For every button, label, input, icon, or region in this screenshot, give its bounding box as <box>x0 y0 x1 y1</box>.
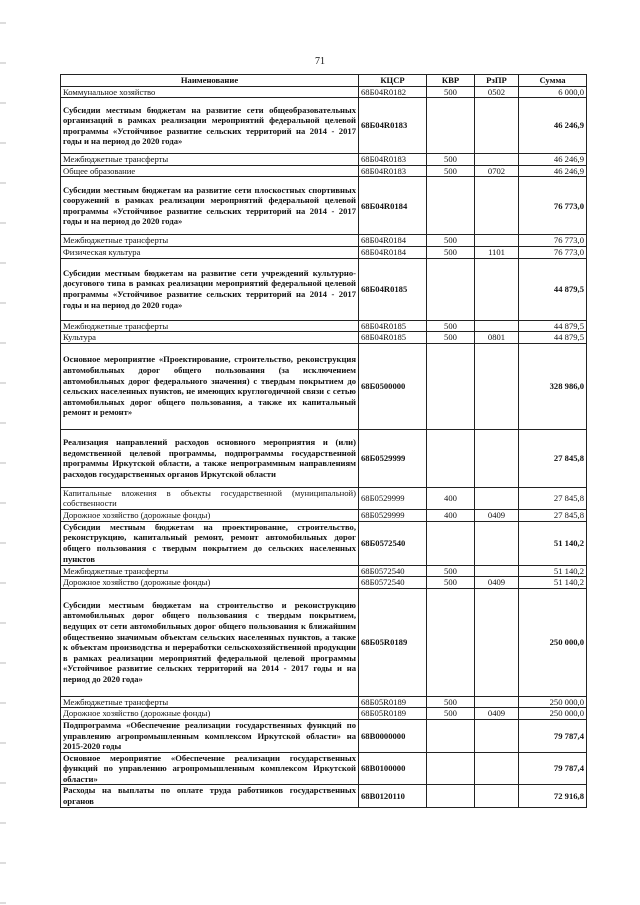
row-kvr-cell: 500 <box>427 86 475 98</box>
row-rzpr-cell <box>475 429 519 487</box>
row-rzpr-cell: 0801 <box>475 332 519 344</box>
row-sum-cell: 250 000,0 <box>519 696 587 708</box>
row-rzpr-cell <box>475 752 519 785</box>
table-header-row <box>61 75 587 87</box>
row-kvr-cell: 500 <box>427 320 475 332</box>
table-row <box>61 785 587 807</box>
row-name-cell: Межбюджетные трансферты <box>61 235 359 247</box>
row-rzpr-cell: 0502 <box>475 86 519 98</box>
row-name-cell: Расходы на выплаты по оплате труда работников государственных органов <box>61 785 359 807</box>
header-kcsr: КЦСР <box>359 75 427 87</box>
row-name-cell: Субсидии местным бюджетам на развитие сети плоскостных спортивных сооружений в рамках реализации мероприятий федеральной целевой программы «Устойчивое развитие сельских территорий на 2014 - 2017 годы и на период до 2020 года» <box>61 177 359 235</box>
row-kvr-cell: 500 <box>427 154 475 166</box>
row-sum-cell: 51 140,2 <box>519 521 587 565</box>
row-kvr-cell <box>427 429 475 487</box>
header-kvr: КВР <box>427 75 475 87</box>
row-kvr-cell <box>427 521 475 565</box>
row-rzpr-cell: 0409 <box>475 708 519 720</box>
table-row <box>61 258 587 320</box>
table-row <box>61 429 587 487</box>
row-sum-cell: 76 773,0 <box>519 246 587 258</box>
budget-table <box>60 74 587 808</box>
header-rzpr: РзПР <box>475 75 519 87</box>
row-kvr-cell: 500 <box>427 235 475 247</box>
table-body <box>61 86 587 807</box>
scan-edge-marks <box>0 0 6 905</box>
table-row <box>61 165 587 177</box>
row-kcsr-cell: 68Б05R0189 <box>359 696 427 708</box>
row-name-cell: Основное мероприятие «Проектирование, строительство, реконструкция автомобильных дорог общего пользования (за исключением автомобильных дорог федерального значения) с твердым покрытием до сельских населенных пунктов, не имеющих круглогодичной связи с сетью автомобильных дорог общего пользования, а также их капитальный ремонт и ремонт» <box>61 343 359 429</box>
row-kcsr-cell: 68Б0572540 <box>359 577 427 589</box>
row-kvr-cell: 500 <box>427 696 475 708</box>
row-kcsr-cell: 68Б04R0183 <box>359 98 427 154</box>
table-row <box>61 86 587 98</box>
table-row <box>61 177 587 235</box>
row-rzpr-cell: 0702 <box>475 165 519 177</box>
table-row <box>61 708 587 720</box>
table-row <box>61 332 587 344</box>
row-kcsr-cell: 68В0120110 <box>359 785 427 807</box>
row-kcsr-cell: 68В0100000 <box>359 752 427 785</box>
row-kcsr-cell: 68Б04R0184 <box>359 177 427 235</box>
row-name-cell: Межбюджетные трансферты <box>61 565 359 577</box>
row-rzpr-cell <box>475 487 519 509</box>
row-name-cell: Капитальные вложения в объекты государственной (муниципальной) собственности <box>61 487 359 509</box>
row-rzpr-cell <box>475 98 519 154</box>
row-kvr-cell: 500 <box>427 565 475 577</box>
row-kcsr-cell: 68Б04R0184 <box>359 246 427 258</box>
row-name-cell: Дорожное хозяйство (дорожные фонды) <box>61 708 359 720</box>
row-sum-cell: 46 246,9 <box>519 98 587 154</box>
row-sum-cell: 27 845,8 <box>519 429 587 487</box>
row-sum-cell: 44 879,5 <box>519 332 587 344</box>
row-kvr-cell: 500 <box>427 332 475 344</box>
table-row <box>61 320 587 332</box>
row-sum-cell: 51 140,2 <box>519 565 587 577</box>
row-rzpr-cell <box>475 785 519 807</box>
row-sum-cell: 44 879,5 <box>519 320 587 332</box>
row-rzpr-cell <box>475 521 519 565</box>
row-sum-cell: 44 879,5 <box>519 258 587 320</box>
table-row <box>61 752 587 785</box>
row-name-cell: Основное мероприятие «Обеспечение реализации государственных функций по управлению агропромышленным комплексом Иркутской области» <box>61 752 359 785</box>
row-sum-cell: 250 000,0 <box>519 588 587 696</box>
row-name-cell: Дорожное хозяйство (дорожные фонды) <box>61 577 359 589</box>
row-name-cell: Общее образование <box>61 165 359 177</box>
row-kcsr-cell: 68Б04R0184 <box>359 235 427 247</box>
row-rzpr-cell <box>475 177 519 235</box>
header-sum: Сумма <box>519 75 587 87</box>
row-rzpr-cell <box>475 258 519 320</box>
table-row <box>61 235 587 247</box>
row-kcsr-cell: 68Б04R0183 <box>359 154 427 166</box>
row-kcsr-cell: 68Б0529999 <box>359 509 427 521</box>
row-name-cell: Реализация направлений расходов основного мероприятия и (или) ведомственной целевой программы, подпрограммы государственной программы Иркутской области, а также непрограммным направлениям расходов государственных органов Иркутской области <box>61 429 359 487</box>
row-kvr-cell <box>427 98 475 154</box>
table-row <box>61 343 587 429</box>
row-kvr-cell: 500 <box>427 708 475 720</box>
row-kvr-cell <box>427 343 475 429</box>
row-name-cell: Дорожное хозяйство (дорожные фонды) <box>61 509 359 521</box>
page-number: 71 <box>315 56 325 67</box>
row-kvr-cell <box>427 177 475 235</box>
table-row <box>61 154 587 166</box>
row-rzpr-cell <box>475 719 519 752</box>
row-kvr-cell: 400 <box>427 509 475 521</box>
table-row <box>61 719 587 752</box>
row-sum-cell: 6 000,0 <box>519 86 587 98</box>
row-name-cell: Коммунальное хозяйство <box>61 86 359 98</box>
row-sum-cell: 27 845,8 <box>519 487 587 509</box>
row-kcsr-cell: 68Б04R0185 <box>359 332 427 344</box>
row-rzpr-cell <box>475 696 519 708</box>
table-row <box>61 509 587 521</box>
table-row <box>61 565 587 577</box>
row-kvr-cell: 500 <box>427 165 475 177</box>
row-sum-cell: 51 140,2 <box>519 577 587 589</box>
row-sum-cell: 46 246,9 <box>519 154 587 166</box>
row-sum-cell: 76 773,0 <box>519 177 587 235</box>
row-kcsr-cell: 68Б0529999 <box>359 487 427 509</box>
row-name-cell: Межбюджетные трансферты <box>61 320 359 332</box>
row-sum-cell: 79 787,4 <box>519 752 587 785</box>
table-row <box>61 521 587 565</box>
row-rzpr-cell: 0409 <box>475 577 519 589</box>
row-name-cell: Субсидии местным бюджетам на развитие сети общеобразовательных организаций в рамках реализации мероприятий федеральной целевой программы «Устойчивое развитие сельских территорий на 2014 - 2017 годы и на период до 2020 года» <box>61 98 359 154</box>
header-name: Наименование <box>61 75 359 87</box>
table-row <box>61 246 587 258</box>
row-sum-cell: 46 246,9 <box>519 165 587 177</box>
row-sum-cell: 328 986,0 <box>519 343 587 429</box>
row-kvr-cell: 500 <box>427 246 475 258</box>
row-rzpr-cell: 1101 <box>475 246 519 258</box>
table-row <box>61 577 587 589</box>
row-kcsr-cell: 68В0000000 <box>359 719 427 752</box>
row-kvr-cell <box>427 588 475 696</box>
table-row <box>61 98 587 154</box>
row-name-cell: Межбюджетные трансферты <box>61 154 359 166</box>
row-rzpr-cell <box>475 343 519 429</box>
row-rzpr-cell <box>475 588 519 696</box>
row-name-cell: Культура <box>61 332 359 344</box>
row-sum-cell: 76 773,0 <box>519 235 587 247</box>
row-kcsr-cell: 68Б04R0185 <box>359 320 427 332</box>
row-rzpr-cell <box>475 154 519 166</box>
row-kcsr-cell: 68Б04R0182 <box>359 86 427 98</box>
row-name-cell: Субсидии местным бюджетам на строительство и реконструкцию автомобильных дорог общего пользования с твердым покрытием, ведущих от сети автомобильных дорог общего пользования к ближайшим общественно значимым объектам сельских населенных пунктов, а также к объектам производства и переработки сельскохозяйственной продукции в рамках реализации мероприятий федеральной целевой программы «Устойчивое развитие сельских территорий на 2014 - 2017 годы и на период до 2020 года» <box>61 588 359 696</box>
row-rzpr-cell <box>475 320 519 332</box>
row-kcsr-cell: 68Б0500000 <box>359 343 427 429</box>
table-row <box>61 696 587 708</box>
row-rzpr-cell <box>475 565 519 577</box>
row-kvr-cell: 400 <box>427 487 475 509</box>
row-kcsr-cell: 68Б0572540 <box>359 521 427 565</box>
row-sum-cell: 27 845,8 <box>519 509 587 521</box>
table-row <box>61 487 587 509</box>
table-row <box>61 588 587 696</box>
row-sum-cell: 250 000,0 <box>519 708 587 720</box>
row-name-cell: Субсидии местным бюджетам на развитие сети учреждений культурно-досугового типа в рамках реализации мероприятий федеральной целевой программы «Устойчивое развитие сельских территорий на 2014 - 2017 годы и на период до 2020 года» <box>61 258 359 320</box>
row-kvr-cell <box>427 752 475 785</box>
row-kcsr-cell: 68Б05R0189 <box>359 588 427 696</box>
row-sum-cell: 79 787,4 <box>519 719 587 752</box>
row-kcsr-cell: 68Б04R0185 <box>359 258 427 320</box>
row-sum-cell: 72 916,8 <box>519 785 587 807</box>
row-kcsr-cell: 68Б0529999 <box>359 429 427 487</box>
row-kvr-cell: 500 <box>427 577 475 589</box>
row-kcsr-cell: 68Б0572540 <box>359 565 427 577</box>
row-kcsr-cell: 68Б05R0189 <box>359 708 427 720</box>
row-kvr-cell <box>427 719 475 752</box>
row-kvr-cell <box>427 258 475 320</box>
row-rzpr-cell: 0409 <box>475 509 519 521</box>
row-rzpr-cell <box>475 235 519 247</box>
row-name-cell: Физическая культура <box>61 246 359 258</box>
row-kvr-cell <box>427 785 475 807</box>
row-name-cell: Субсидии местным бюджетам на проектирование, строительство, реконструкцию, капитальный ремонт, ремонт автомобильных дорог общего пользования с твердым покрытием до сельских населенных пунктов <box>61 521 359 565</box>
row-kcsr-cell: 68Б04R0183 <box>359 165 427 177</box>
row-name-cell: Межбюджетные трансферты <box>61 696 359 708</box>
row-name-cell: Подпрограмма «Обеспечение реализации государственных функций по управлению агропромышленным комплексом Иркутской области» на 2015-2020 годы <box>61 719 359 752</box>
